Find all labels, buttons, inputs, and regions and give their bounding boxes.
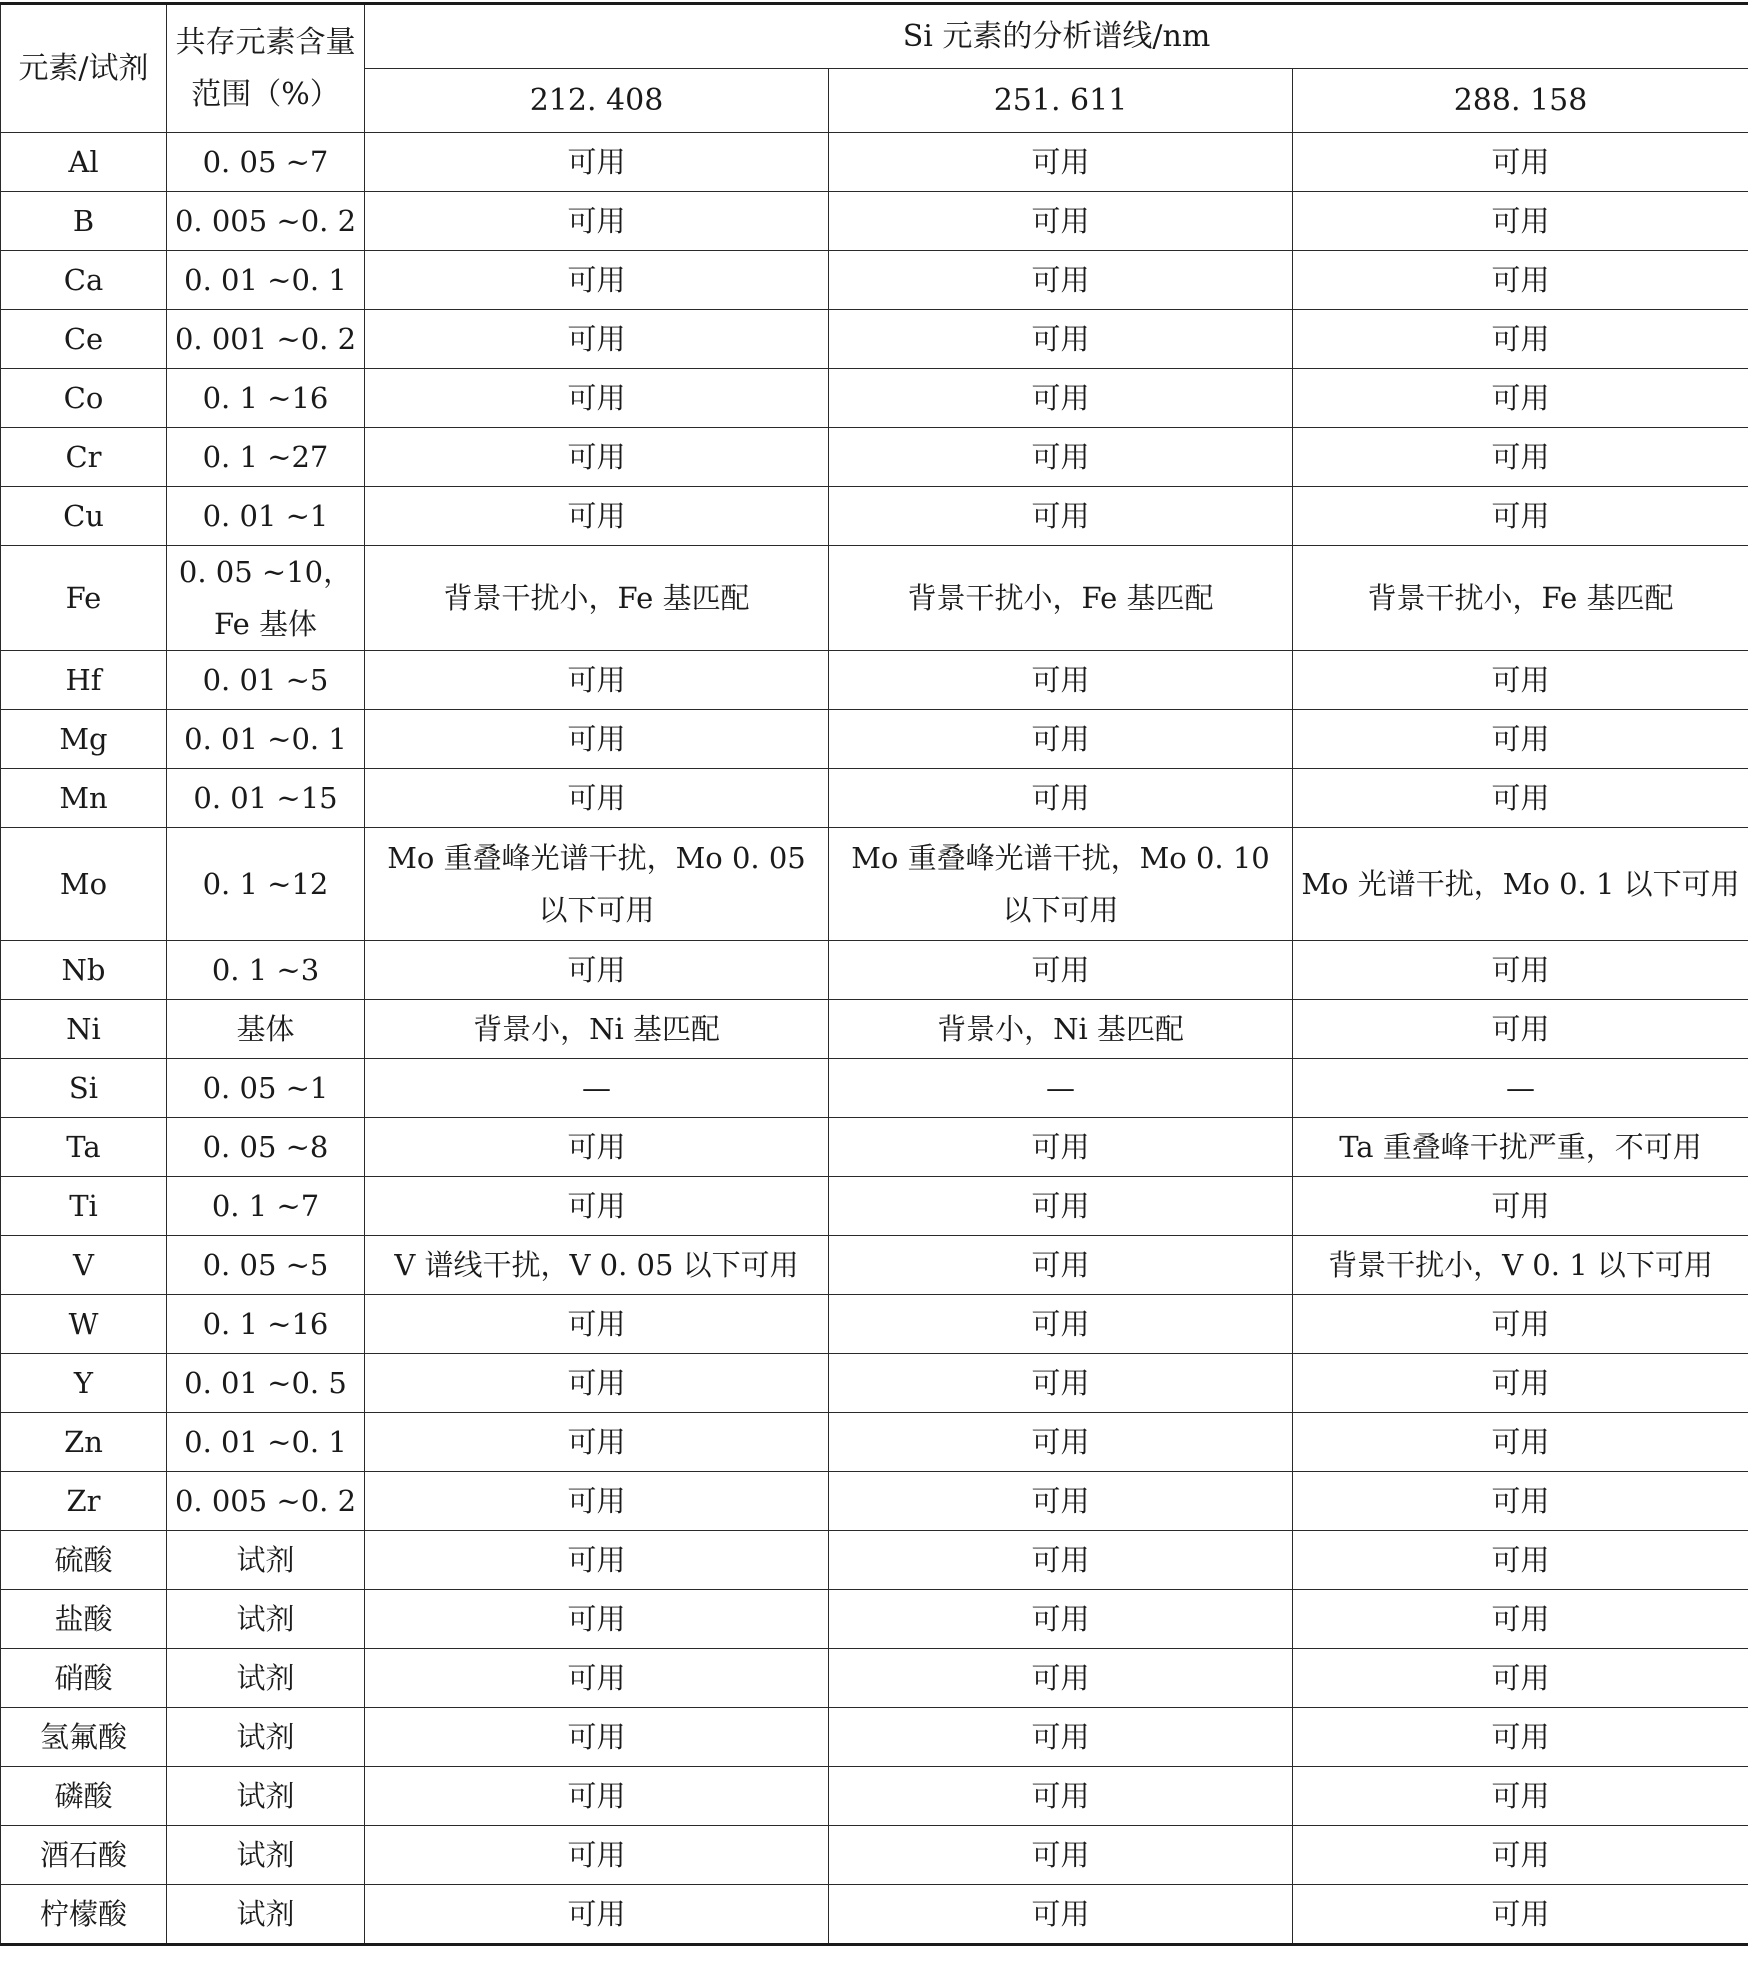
cell-element: Mn bbox=[1, 769, 167, 828]
cell-line-3: 可用 bbox=[1293, 192, 1748, 251]
cell-element: Nb bbox=[1, 941, 167, 1000]
cell-range: 试剂 bbox=[167, 1885, 365, 1945]
cell-line-3: 可用 bbox=[1293, 1826, 1748, 1885]
cell-line-2: 可用 bbox=[829, 251, 1293, 310]
cell-line-2: 可用 bbox=[829, 1177, 1293, 1236]
table-row bbox=[1, 310, 1748, 369]
cell-line-3: 可用 bbox=[1293, 1885, 1748, 1945]
cell-range: 基体 bbox=[167, 1000, 365, 1059]
table-row bbox=[1, 1472, 1748, 1531]
cell-line-2: 可用 bbox=[829, 710, 1293, 769]
cell-line-2: 可用 bbox=[829, 769, 1293, 828]
header-element: 元素/试剂 bbox=[1, 4, 167, 133]
table-row bbox=[1, 428, 1748, 487]
cell-line-1: 可用 bbox=[365, 133, 829, 192]
cell-line-3: Mo 光谱干扰，Mo 0. 1 以下可用 bbox=[1293, 828, 1748, 941]
header-range: 共存元素含量范围（%） bbox=[167, 4, 365, 133]
cell-line-3: 可用 bbox=[1293, 487, 1748, 546]
cell-range: 试剂 bbox=[167, 1708, 365, 1767]
cell-range: 试剂 bbox=[167, 1590, 365, 1649]
table-row bbox=[1, 1177, 1748, 1236]
cell-line-3: 可用 bbox=[1293, 1531, 1748, 1590]
header-group-title: Si 元素的分析谱线/nm bbox=[365, 4, 1748, 69]
cell-element: V bbox=[1, 1236, 167, 1295]
cell-element: Zr bbox=[1, 1472, 167, 1531]
cell-range: 0. 05 ~7 bbox=[167, 133, 365, 192]
table-row bbox=[1, 1649, 1748, 1708]
cell-line-2: Mo 重叠峰光谱干扰，Mo 0. 10 以下可用 bbox=[829, 828, 1293, 941]
cell-line-3: 可用 bbox=[1293, 651, 1748, 710]
cell-range: 试剂 bbox=[167, 1649, 365, 1708]
cell-element: Co bbox=[1, 369, 167, 428]
cell-line-2: 可用 bbox=[829, 1708, 1293, 1767]
cell-element: Ce bbox=[1, 310, 167, 369]
cell-line-3: 可用 bbox=[1293, 710, 1748, 769]
header-line-2: 251. 611 bbox=[829, 69, 1293, 133]
table-row bbox=[1, 710, 1748, 769]
cell-element: 柠檬酸 bbox=[1, 1885, 167, 1945]
cell-range: 0. 01 ~0. 1 bbox=[167, 1413, 365, 1472]
cell-range: 0. 05 ~1 bbox=[167, 1059, 365, 1118]
cell-line-2: 可用 bbox=[829, 941, 1293, 1000]
cell-range: 试剂 bbox=[167, 1826, 365, 1885]
table-row bbox=[1, 1059, 1748, 1118]
cell-range: 0. 1 ~27 bbox=[167, 428, 365, 487]
table-row bbox=[1, 487, 1748, 546]
table-row bbox=[1, 1236, 1748, 1295]
cell-line-3: 背景干扰小，V 0. 1 以下可用 bbox=[1293, 1236, 1748, 1295]
table-row bbox=[1, 651, 1748, 710]
cell-range: 0. 05 ~10，Fe 基体 bbox=[167, 546, 365, 651]
cell-line-3: 可用 bbox=[1293, 428, 1748, 487]
cell-range: 0. 01 ~0. 1 bbox=[167, 710, 365, 769]
table-row bbox=[1, 828, 1748, 941]
cell-line-1: 可用 bbox=[365, 941, 829, 1000]
cell-line-1: 可用 bbox=[365, 1767, 829, 1826]
cell-line-3: 可用 bbox=[1293, 1177, 1748, 1236]
cell-range: 0. 1 ~3 bbox=[167, 941, 365, 1000]
cell-line-1: 可用 bbox=[365, 1118, 829, 1177]
cell-element: 磷酸 bbox=[1, 1767, 167, 1826]
cell-range: 0. 005 ~0. 2 bbox=[167, 1472, 365, 1531]
cell-line-3: 可用 bbox=[1293, 1295, 1748, 1354]
cell-element: Y bbox=[1, 1354, 167, 1413]
cell-element: 酒石酸 bbox=[1, 1826, 167, 1885]
cell-line-2: 可用 bbox=[829, 1236, 1293, 1295]
cell-line-1: 可用 bbox=[365, 1354, 829, 1413]
cell-line-1: V 谱线干扰，V 0. 05 以下可用 bbox=[365, 1236, 829, 1295]
table-row bbox=[1, 133, 1748, 192]
cell-line-3: Ta 重叠峰干扰严重，不可用 bbox=[1293, 1118, 1748, 1177]
cell-line-1: 可用 bbox=[365, 651, 829, 710]
cell-line-1: 可用 bbox=[365, 369, 829, 428]
cell-line-1: 可用 bbox=[365, 769, 829, 828]
cell-line-2: 可用 bbox=[829, 133, 1293, 192]
cell-line-2: 可用 bbox=[829, 1590, 1293, 1649]
table-row bbox=[1, 1354, 1748, 1413]
table-row bbox=[1, 1708, 1748, 1767]
cell-line-3: 可用 bbox=[1293, 251, 1748, 310]
cell-line-1: 可用 bbox=[365, 1649, 829, 1708]
cell-line-1: 背景小，Ni 基匹配 bbox=[365, 1000, 829, 1059]
cell-element: 氢氟酸 bbox=[1, 1708, 167, 1767]
cell-line-1: 可用 bbox=[365, 1885, 829, 1945]
cell-line-2: — bbox=[829, 1059, 1293, 1118]
cell-line-3: — bbox=[1293, 1059, 1748, 1118]
cell-line-1: 可用 bbox=[365, 1531, 829, 1590]
cell-element: Mo bbox=[1, 828, 167, 941]
cell-range: 0. 1 ~12 bbox=[167, 828, 365, 941]
table-row bbox=[1, 1767, 1748, 1826]
cell-element: Ta bbox=[1, 1118, 167, 1177]
cell-line-2: 可用 bbox=[829, 1767, 1293, 1826]
cell-line-3: 可用 bbox=[1293, 1590, 1748, 1649]
cell-line-2: 可用 bbox=[829, 369, 1293, 428]
cell-range: 0. 005 ~0. 2 bbox=[167, 192, 365, 251]
cell-range: 试剂 bbox=[167, 1531, 365, 1590]
cell-line-3: 可用 bbox=[1293, 1472, 1748, 1531]
cell-line-1: 可用 bbox=[365, 1826, 829, 1885]
cell-line-1: 可用 bbox=[365, 487, 829, 546]
header-line-3: 288. 158 bbox=[1293, 69, 1748, 133]
header-row-1 bbox=[1, 4, 1748, 69]
table-row bbox=[1, 1885, 1748, 1945]
cell-line-2: 可用 bbox=[829, 1531, 1293, 1590]
cell-element: Mg bbox=[1, 710, 167, 769]
cell-line-2: 可用 bbox=[829, 1885, 1293, 1945]
table-row bbox=[1, 1000, 1748, 1059]
cell-line-1: 可用 bbox=[365, 710, 829, 769]
table-row bbox=[1, 546, 1748, 651]
cell-line-3: 可用 bbox=[1293, 941, 1748, 1000]
cell-element: 硝酸 bbox=[1, 1649, 167, 1708]
cell-element: Ni bbox=[1, 1000, 167, 1059]
cell-line-2: 可用 bbox=[829, 487, 1293, 546]
cell-line-1: 可用 bbox=[365, 1590, 829, 1649]
table-row bbox=[1, 1295, 1748, 1354]
cell-line-1: 可用 bbox=[365, 1177, 829, 1236]
cell-line-3: 可用 bbox=[1293, 1708, 1748, 1767]
cell-element: 硫酸 bbox=[1, 1531, 167, 1590]
cell-line-3: 可用 bbox=[1293, 769, 1748, 828]
cell-line-1: 可用 bbox=[365, 1295, 829, 1354]
cell-line-2: 可用 bbox=[829, 1413, 1293, 1472]
cell-line-2: 可用 bbox=[829, 1649, 1293, 1708]
cell-line-2: 背景小，Ni 基匹配 bbox=[829, 1000, 1293, 1059]
cell-line-2: 可用 bbox=[829, 1295, 1293, 1354]
header-line-1: 212. 408 bbox=[365, 69, 829, 133]
cell-line-3: 可用 bbox=[1293, 133, 1748, 192]
cell-line-2: 背景干扰小，Fe 基匹配 bbox=[829, 546, 1293, 651]
table-row bbox=[1, 1590, 1748, 1649]
cell-range: 0. 01 ~0. 1 bbox=[167, 251, 365, 310]
cell-range: 0. 1 ~7 bbox=[167, 1177, 365, 1236]
si-interference-table bbox=[0, 2, 1748, 1946]
cell-line-3: 可用 bbox=[1293, 310, 1748, 369]
table-row bbox=[1, 769, 1748, 828]
cell-line-3: 可用 bbox=[1293, 1000, 1748, 1059]
table-row bbox=[1, 1531, 1748, 1590]
cell-line-1: 背景干扰小，Fe 基匹配 bbox=[365, 546, 829, 651]
table-header bbox=[1, 4, 1748, 133]
cell-line-2: 可用 bbox=[829, 1472, 1293, 1531]
cell-line-1: Mo 重叠峰光谱干扰，Mo 0. 05 以下可用 bbox=[365, 828, 829, 941]
cell-element: Cr bbox=[1, 428, 167, 487]
table-wrapper bbox=[0, 2, 1748, 1946]
cell-line-1: 可用 bbox=[365, 1472, 829, 1531]
cell-line-3: 可用 bbox=[1293, 369, 1748, 428]
cell-range: 0. 01 ~5 bbox=[167, 651, 365, 710]
cell-element: B bbox=[1, 192, 167, 251]
cell-line-3: 背景干扰小，Fe 基匹配 bbox=[1293, 546, 1748, 651]
cell-element: Hf bbox=[1, 651, 167, 710]
table-row bbox=[1, 1826, 1748, 1885]
table-row bbox=[1, 941, 1748, 1000]
cell-line-3: 可用 bbox=[1293, 1767, 1748, 1826]
table-row bbox=[1, 369, 1748, 428]
cell-range: 0. 01 ~15 bbox=[167, 769, 365, 828]
cell-line-2: 可用 bbox=[829, 1354, 1293, 1413]
cell-range: 0. 05 ~5 bbox=[167, 1236, 365, 1295]
table-row bbox=[1, 1413, 1748, 1472]
cell-range: 0. 01 ~0. 5 bbox=[167, 1354, 365, 1413]
cell-range: 0. 1 ~16 bbox=[167, 1295, 365, 1354]
cell-line-2: 可用 bbox=[829, 651, 1293, 710]
cell-line-1: 可用 bbox=[365, 310, 829, 369]
table-row bbox=[1, 251, 1748, 310]
cell-element: Ti bbox=[1, 1177, 167, 1236]
cell-element: 盐酸 bbox=[1, 1590, 167, 1649]
cell-line-2: 可用 bbox=[829, 310, 1293, 369]
cell-range: 0. 01 ~1 bbox=[167, 487, 365, 546]
cell-element: Si bbox=[1, 1059, 167, 1118]
cell-element: Ca bbox=[1, 251, 167, 310]
cell-line-2: 可用 bbox=[829, 192, 1293, 251]
cell-element: Al bbox=[1, 133, 167, 192]
cell-line-2: 可用 bbox=[829, 428, 1293, 487]
cell-line-2: 可用 bbox=[829, 1826, 1293, 1885]
table-body bbox=[1, 133, 1748, 1945]
cell-line-1: 可用 bbox=[365, 428, 829, 487]
cell-line-1: 可用 bbox=[365, 1708, 829, 1767]
cell-element: Cu bbox=[1, 487, 167, 546]
cell-range: 0. 1 ~16 bbox=[167, 369, 365, 428]
cell-range: 试剂 bbox=[167, 1767, 365, 1826]
cell-element: Zn bbox=[1, 1413, 167, 1472]
cell-line-2: 可用 bbox=[829, 1118, 1293, 1177]
cell-line-3: 可用 bbox=[1293, 1649, 1748, 1708]
table-row bbox=[1, 192, 1748, 251]
cell-line-3: 可用 bbox=[1293, 1413, 1748, 1472]
cell-element: W bbox=[1, 1295, 167, 1354]
cell-line-1: 可用 bbox=[365, 1413, 829, 1472]
cell-line-1: 可用 bbox=[365, 192, 829, 251]
cell-range: 0. 05 ~8 bbox=[167, 1118, 365, 1177]
cell-line-1: — bbox=[365, 1059, 829, 1118]
cell-line-1: 可用 bbox=[365, 251, 829, 310]
cell-range: 0. 001 ~0. 2 bbox=[167, 310, 365, 369]
table-row bbox=[1, 1118, 1748, 1177]
cell-element: Fe bbox=[1, 546, 167, 651]
cell-line-3: 可用 bbox=[1293, 1354, 1748, 1413]
